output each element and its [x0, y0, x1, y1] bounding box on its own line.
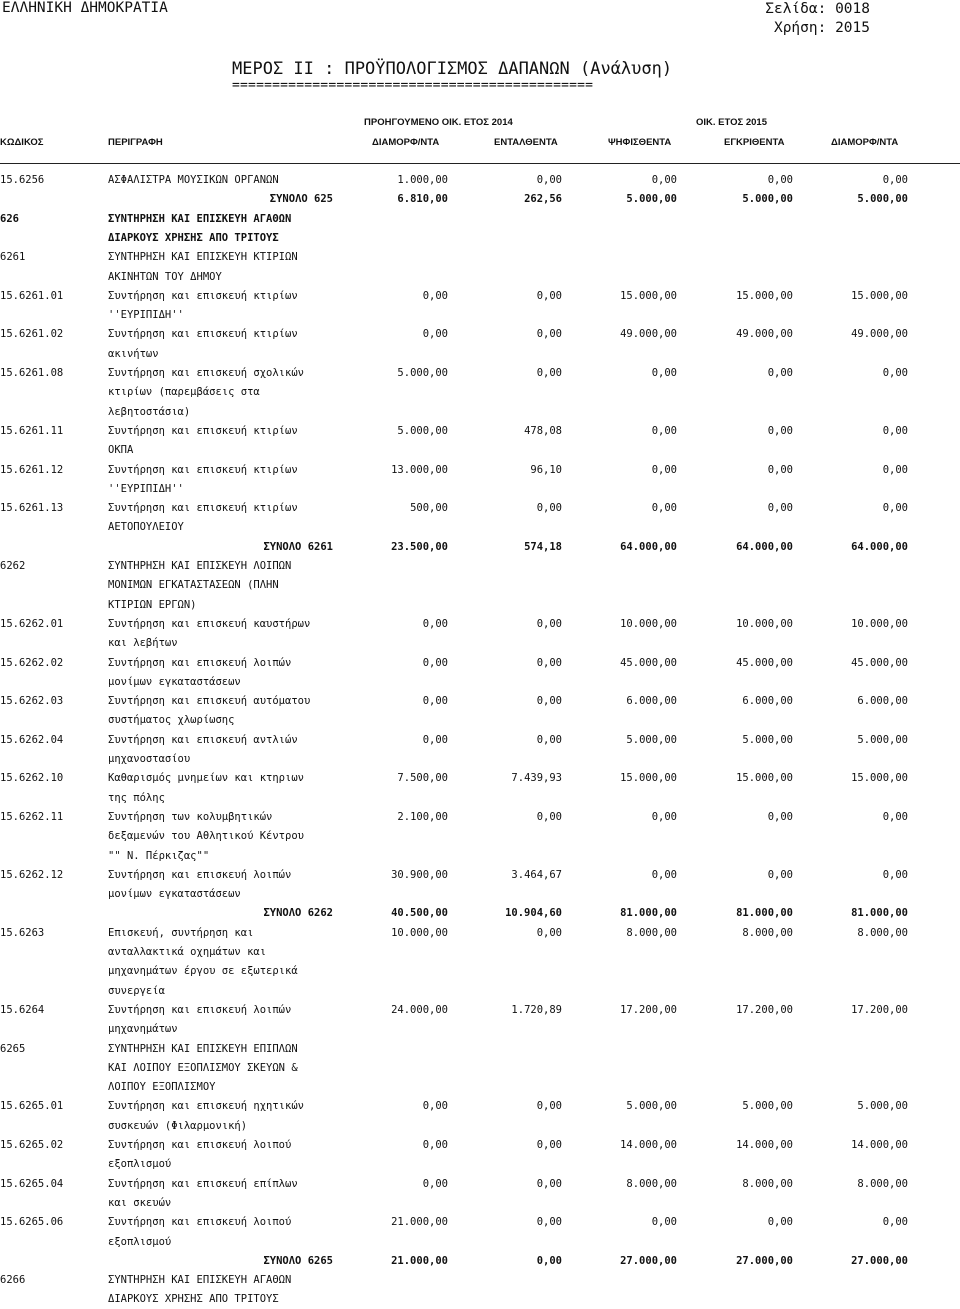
value-prev-ordered: 7.439,93 [511, 772, 562, 785]
value-curr-formed: 0,00 [882, 424, 908, 437]
description: ΣΥΝΤΗΡΗΣΗ ΚΑΙ ΕΠΙΣΚΕΥΗ ΕΠΙΠΛΩΝ [108, 1042, 298, 1055]
account-code: 15.6261.01 [0, 289, 64, 302]
account-code: 15.6262.12 [0, 868, 64, 881]
value-approved: 0,00 [767, 367, 793, 379]
value-prev-formed: 5.000,00 [397, 367, 448, 379]
description: Συντήρηση και επισκευή κτιρίων [108, 424, 298, 437]
value-voted: 0,00 [651, 463, 677, 476]
value-voted: 5.000,00 [626, 733, 677, 746]
table-row [0, 171, 960, 190]
description: Συντήρηση και επισκευή λοιπού [108, 1139, 292, 1151]
description: Συντήρηση και επισκευή λοιπών [108, 1003, 292, 1016]
description: εξοπλισμού [108, 1158, 172, 1171]
account-code: 6265 [0, 1042, 26, 1055]
table-row [0, 885, 960, 904]
table-row [0, 325, 960, 344]
value-approved: 0,00 [767, 424, 793, 437]
col-curr-formed: ΔΙΑΜΟΡΦ/ΝΤΑ [831, 137, 899, 148]
description: Συντήρηση και επισκευή καυστήρων [108, 617, 311, 630]
value-voted: 17.200,00 [620, 1003, 677, 1016]
table-row [0, 1097, 960, 1116]
description: και λεβήτων [108, 637, 178, 650]
table-row [0, 210, 960, 229]
value-prev-ordered: 0,00 [536, 1216, 562, 1229]
table-row [0, 383, 960, 402]
value-curr-formed: 0,00 [882, 502, 908, 515]
table-row [0, 711, 960, 730]
description: ΑΚΙΝΗΤΩΝ ΤΟΥ ΔΗΜΟΥ [108, 270, 222, 283]
value-approved: 64.000,00 [736, 540, 793, 553]
value-prev-formed: 0,00 [422, 289, 448, 302]
description: ΟΚΠΑ [108, 444, 134, 457]
description: της πόλης [108, 791, 165, 804]
table-row [0, 1117, 960, 1136]
table-row [0, 441, 960, 460]
table-row [0, 943, 960, 962]
value-voted: 0,00 [651, 868, 677, 881]
value-curr-formed: 0,00 [882, 463, 908, 476]
value-voted: 0,00 [651, 424, 677, 437]
description: ΑΣΦΑΛΙΣΤΡΑ ΜΟΥΣΙΚΩΝ ΟΡΓΑΝΩΝ [108, 174, 279, 186]
description: συσκευών (Φιλαρμονική) [108, 1119, 248, 1132]
table-row [0, 557, 960, 576]
description: Συντήρηση και επισκευή κτιρίων [108, 328, 298, 341]
value-voted: 0,00 [651, 502, 677, 515]
value-prev-formed: 5.000,00 [397, 424, 448, 437]
table-row [0, 576, 960, 595]
description: Συντήρηση και επισκευή κτιρίων [108, 463, 298, 476]
table-row [0, 1001, 960, 1020]
title-underline: ============================================= [232, 78, 594, 93]
total-row [0, 538, 960, 557]
value-approved: 45.000,00 [736, 656, 793, 669]
description: μηχανοστασίου [108, 753, 191, 765]
value-prev-formed: 0,00 [422, 656, 448, 669]
table-row [0, 789, 960, 808]
description: ΣΥΝΤΗΡΗΣΗ ΚΑΙ ΕΠΙΣΚΕΥΗ ΑΓΑΘΩΝ [108, 212, 292, 225]
value-approved: 14.000,00 [736, 1139, 793, 1151]
table-row [0, 268, 960, 287]
value-curr-formed: 0,00 [882, 174, 908, 186]
total-label: ΣΥΝΟΛΟ 625 [269, 193, 333, 206]
value-curr-formed: 5.000,00 [857, 193, 908, 206]
total-row [0, 904, 960, 923]
fiscal-year: Χρήση: 2015 [773, 20, 870, 36]
value-voted: 0,00 [651, 1216, 677, 1229]
account-code: 15.6256 [0, 174, 45, 186]
value-prev-formed: 7.500,00 [397, 772, 448, 785]
value-voted: 49.000,00 [620, 328, 677, 341]
account-code: 15.6261.02 [0, 328, 64, 341]
value-prev-ordered: 0,00 [536, 367, 562, 379]
value-prev-ordered: 0,00 [536, 1100, 562, 1113]
description: ΜΟΝΙΜΩΝ ΕΓΚΑΤΑΣΤΑΣΕΩΝ (ΠΛΗΝ [108, 579, 279, 592]
description: Συντήρηση και επισκευή λοιπών [108, 868, 292, 881]
value-prev-formed: 6.810,00 [397, 193, 448, 206]
header-rule [0, 163, 960, 164]
description: ΛΟΙΠΟΥ ΕΞΟΠΛΙΣΜΟΥ [108, 1081, 216, 1094]
table-row [0, 1059, 960, 1078]
table-row [0, 962, 960, 981]
table-row [0, 654, 960, 673]
table-row [0, 596, 960, 615]
table-row [0, 924, 960, 943]
description: ΚΤΙΡΙΩΝ ΕΡΓΩΝ) [108, 598, 197, 611]
description: ΣΥΝΤΗΡΗΣΗ ΚΑΙ ΕΠΙΣΚΕΥΗ ΚΤΙΡΙΩΝ [108, 251, 298, 264]
account-code: 15.6263 [0, 926, 45, 939]
value-prev-formed: 0,00 [422, 733, 448, 746]
value-prev-ordered: 0,00 [536, 502, 562, 515]
description: συνεργεία [108, 984, 165, 997]
col-description: ΠΕΡΙΓΡΑΦΗ [108, 137, 163, 148]
description: Συντήρηση και επισκευή κτιρίων [108, 502, 298, 515]
description: εξοπλισμού [108, 1235, 172, 1248]
value-prev-ordered: 0,00 [536, 810, 562, 823]
description: συστήματος χλωρίωσης [108, 714, 235, 727]
page-number: Σελίδα: 0018 [765, 1, 870, 17]
table-row [0, 634, 960, 653]
value-approved: 27.000,00 [736, 1254, 793, 1267]
value-prev-formed: 13.000,00 [391, 463, 448, 476]
account-code: 15.6262.10 [0, 772, 64, 785]
value-prev-ordered: 0,00 [536, 733, 562, 746]
description: μηχανημάτων [108, 1023, 178, 1036]
value-prev-ordered: 0,00 [536, 1177, 562, 1190]
table-row [0, 422, 960, 441]
value-prev-ordered: 0,00 [536, 617, 562, 630]
description: μονίμων εγκαταστάσεων [108, 888, 241, 901]
total-label: ΣΥΝΟΛΟ 6262 [263, 907, 333, 920]
value-curr-formed: 27.000,00 [851, 1254, 908, 1267]
description: ''ΕΥΡΙΠΙΔΗ'' [108, 309, 184, 322]
description: ΔΙΑΡΚΟΥΣ ΧΡΗΣΗΣ ΑΠΟ ΤΡΙΤΟΥΣ [108, 231, 279, 244]
value-approved: 17.200,00 [736, 1003, 793, 1016]
value-curr-formed: 15.000,00 [851, 772, 908, 785]
value-prev-formed: 0,00 [422, 617, 448, 630]
value-prev-ordered: 574,18 [524, 540, 562, 553]
description: Συντήρηση και επισκευή σχολικών [108, 367, 304, 379]
account-code: 15.6261.11 [0, 424, 64, 437]
value-curr-formed: 0,00 [882, 1216, 908, 1229]
value-approved: 0,00 [767, 1216, 793, 1229]
account-code: 15.6262.11 [0, 810, 64, 823]
value-prev-ordered: 0,00 [536, 1254, 562, 1267]
description: Συντήρηση και επισκευή αντλιών [108, 733, 298, 746]
value-curr-formed: 8.000,00 [857, 926, 908, 939]
table-row [0, 847, 960, 866]
value-voted: 8.000,00 [626, 1177, 677, 1190]
account-code: 6266 [0, 1274, 26, 1287]
table-row [0, 1040, 960, 1059]
table-row [0, 248, 960, 267]
account-code: 6261 [0, 251, 26, 264]
value-prev-formed: 0,00 [422, 1139, 448, 1151]
value-prev-ordered: 96,10 [530, 463, 562, 476]
description: κτιρίων (παρεμβάσεις στα [108, 386, 260, 399]
value-prev-ordered: 10.904,60 [505, 907, 562, 920]
table-row [0, 1194, 960, 1213]
value-curr-formed: 6.000,00 [857, 695, 908, 708]
description: ΣΥΝΤΗΡΗΣΗ ΚΑΙ ΕΠΙΣΚΕΥΗ ΑΓΑΘΩΝ [108, 1274, 292, 1287]
value-prev-formed: 0,00 [422, 1100, 448, 1113]
value-voted: 15.000,00 [620, 289, 677, 302]
description: ''ΕΥΡΙΠΙΔΗ'' [108, 482, 184, 495]
total-row [0, 1252, 960, 1271]
value-voted: 10.000,00 [620, 617, 677, 630]
description: ανταλλακτικά οχημάτων και [108, 946, 267, 958]
col-prev-formed: ΔΙΑΜΟΡΦ/ΝΤΑ [372, 137, 440, 148]
description: Συντήρηση και επισκευή αυτόματου [108, 695, 311, 708]
value-voted: 5.000,00 [626, 1100, 677, 1113]
account-code: 15.6264 [0, 1003, 45, 1016]
value-prev-ordered: 0,00 [536, 174, 562, 186]
description: μηχανημάτων έργου σε εξωτερικά [108, 965, 298, 978]
value-curr-formed: 81.000,00 [851, 907, 908, 920]
value-voted: 64.000,00 [620, 540, 677, 553]
account-code: 15.6262.01 [0, 617, 64, 630]
table-row [0, 345, 960, 364]
table-row [0, 808, 960, 827]
org-name: ΕΛΛΗΝΙΚΗ ΔΗΜΟΚΡΑΤΙΑ [2, 0, 168, 16]
col-voted: ΨΗΦΙΣΘΕΝΤΑ [608, 137, 672, 148]
total-label: ΣΥΝΟΛΟ 6265 [263, 1254, 333, 1267]
value-prev-ordered: 0,00 [536, 289, 562, 302]
value-approved: 5.000,00 [742, 1100, 793, 1113]
table-row [0, 692, 960, 711]
description: μονίμων εγκαταστάσεων [108, 675, 241, 688]
table-row [0, 1233, 960, 1252]
value-prev-ordered: 0,00 [536, 328, 562, 341]
value-prev-ordered: 1.720,89 [511, 1003, 562, 1016]
value-voted: 15.000,00 [620, 772, 677, 785]
table-row [0, 480, 960, 499]
table-row [0, 827, 960, 846]
value-approved: 15.000,00 [736, 289, 793, 302]
description: Συντήρηση των κολυμβητικών [108, 810, 273, 823]
description: Συντήρηση και επισκευή κτιρίων [108, 289, 298, 302]
value-voted: 0,00 [651, 174, 677, 186]
description: και σκευών [108, 1196, 172, 1209]
account-code: 15.6265.04 [0, 1177, 64, 1190]
table-row [0, 306, 960, 325]
description: ΔΙΑΡΚΟΥΣ ΧΡΗΣΗΣ ΑΠΟ ΤΡΙΤΟΥΣ [108, 1293, 279, 1306]
table-row [0, 673, 960, 692]
value-approved: 81.000,00 [736, 907, 793, 920]
value-approved: 10.000,00 [736, 617, 793, 630]
table-row [0, 866, 960, 885]
value-prev-formed: 500,00 [410, 502, 448, 515]
table-row [0, 1175, 960, 1194]
col-prev-ordered: ΕΝΤΑΛΘΕΝΤΑ [494, 137, 558, 148]
value-approved: 0,00 [767, 463, 793, 476]
table-row [0, 1271, 960, 1290]
value-curr-formed: 14.000,00 [851, 1139, 908, 1151]
value-prev-ordered: 0,00 [536, 656, 562, 669]
value-curr-formed: 0,00 [882, 868, 908, 881]
table-row [0, 1213, 960, 1232]
account-code: 6262 [0, 560, 26, 572]
value-approved: 0,00 [767, 174, 793, 186]
value-prev-ordered: 478,08 [524, 424, 562, 437]
table-row [0, 229, 960, 248]
description: ακινήτων [108, 347, 159, 360]
account-code: 15.6261.08 [0, 367, 64, 379]
table-row [0, 1290, 960, 1309]
table-row [0, 518, 960, 537]
description: Καθαρισμός μνημείων και κτηριων [108, 772, 304, 785]
table-row [0, 1078, 960, 1097]
value-prev-ordered: 0,00 [536, 695, 562, 708]
value-prev-formed: 40.500,00 [391, 907, 448, 920]
value-curr-formed: 15.000,00 [851, 289, 908, 302]
value-voted: 5.000,00 [626, 193, 677, 206]
account-code: 15.6261.12 [0, 463, 64, 476]
value-approved: 49.000,00 [736, 328, 793, 341]
value-prev-formed: 0,00 [422, 328, 448, 341]
table-row [0, 1020, 960, 1039]
value-curr-formed: 17.200,00 [851, 1003, 908, 1016]
description: ΚΑΙ ΛΟΙΠΟΥ ΕΞΟΠΛΙΣΜΟΥ ΣΚΕΥΩΝ & [108, 1061, 298, 1074]
value-curr-formed: 49.000,00 [851, 328, 908, 341]
value-approved: 6.000,00 [742, 695, 793, 708]
table-row [0, 499, 960, 518]
value-approved: 15.000,00 [736, 772, 793, 785]
table-row [0, 769, 960, 788]
value-voted: 0,00 [651, 367, 677, 379]
description: ΑΕΤΟΠΟΥΛΕΙΟΥ [108, 521, 184, 534]
value-prev-ordered: 3.464,67 [511, 868, 562, 881]
value-approved: 5.000,00 [742, 733, 793, 746]
value-prev-formed: 30.900,00 [391, 868, 448, 881]
table-row [0, 461, 960, 480]
value-approved: 0,00 [767, 868, 793, 881]
table-row [0, 731, 960, 750]
value-prev-formed: 10.000,00 [391, 926, 448, 939]
description: ΣΥΝΤΗΡΗΣΗ ΚΑΙ ΕΠΙΣΚΕΥΗ ΛΟΙΠΩΝ [108, 560, 292, 572]
value-approved: 0,00 [767, 810, 793, 823]
account-code: 15.6261.13 [0, 502, 64, 515]
value-voted: 14.000,00 [620, 1139, 677, 1151]
value-prev-formed: 21.000,00 [391, 1254, 448, 1267]
value-curr-formed: 5.000,00 [857, 1100, 908, 1113]
page-info [765, 0, 870, 38]
value-prev-formed: 24.000,00 [391, 1003, 448, 1016]
value-voted: 8.000,00 [626, 926, 677, 939]
value-prev-formed: 2.100,00 [397, 810, 448, 823]
total-row [0, 190, 960, 209]
value-approved: 8.000,00 [742, 926, 793, 939]
description: "" Ν. Πέρκιζας"" [108, 849, 210, 862]
table-row [0, 287, 960, 306]
value-voted: 27.000,00 [620, 1254, 677, 1267]
value-voted: 0,00 [651, 810, 677, 823]
description: Συντήρηση και επισκευή λοιπών [108, 656, 292, 669]
value-prev-formed: 0,00 [422, 1177, 448, 1190]
account-code: 15.6262.04 [0, 733, 64, 746]
description: Συντήρηση και επισκευή επίπλων [108, 1177, 298, 1190]
description: λεβητοστάσια) [108, 405, 191, 418]
total-label: ΣΥΝΟΛΟ 6261 [263, 540, 333, 553]
group-current-year: ΟΙΚ. ΕΤΟΣ 2015 [696, 117, 767, 128]
col-code: ΚΩΔΙΚΟΣ [0, 137, 44, 148]
description: Επισκευή, συντήρηση και [108, 926, 254, 939]
table-row [0, 403, 960, 422]
group-prev-year: ΠΡΟΗΓΟΥΜΕΝΟ ΟΙΚ. ΕΤΟΣ 2014 [364, 117, 513, 128]
col-approved: ΕΓΚΡΙΘΕΝΤΑ [724, 137, 785, 148]
value-voted: 81.000,00 [620, 907, 677, 920]
value-voted: 45.000,00 [620, 656, 677, 669]
account-code: 15.6262.02 [0, 656, 64, 669]
value-prev-formed: 23.500,00 [391, 540, 448, 553]
table-row [0, 750, 960, 769]
account-code: 15.6265.02 [0, 1139, 64, 1151]
table-row [0, 1136, 960, 1155]
table-row [0, 364, 960, 383]
value-approved: 5.000,00 [742, 193, 793, 206]
value-curr-formed: 0,00 [882, 367, 908, 379]
description: Συντήρηση και επισκευή ηχητικών [108, 1100, 304, 1113]
value-prev-ordered: 0,00 [536, 1139, 562, 1151]
value-approved: 0,00 [767, 502, 793, 515]
value-voted: 6.000,00 [626, 695, 677, 708]
table-row [0, 615, 960, 634]
value-curr-formed: 10.000,00 [851, 617, 908, 630]
value-prev-formed: 1.000,00 [397, 174, 448, 186]
description: Συντήρηση και επισκευή λοιπού [108, 1216, 292, 1229]
value-curr-formed: 45.000,00 [851, 656, 908, 669]
value-prev-formed: 21.000,00 [391, 1216, 448, 1229]
value-curr-formed: 8.000,00 [857, 1177, 908, 1190]
account-code: 626 [0, 212, 19, 225]
account-code: 15.6262.03 [0, 695, 64, 708]
account-code: 15.6265.06 [0, 1216, 64, 1229]
description: δεξαμενών του Αθλητικού Κέντρου [108, 830, 304, 843]
table-row [0, 982, 960, 1001]
value-curr-formed: 64.000,00 [851, 540, 908, 553]
table-row [0, 1155, 960, 1174]
page-title: ΜΕΡΟΣ ΙΙ : ΠΡΟΫΠΟΛΟΓΙΣΜΟΣ ΔΑΠΑΝΩΝ (Ανάλυση) [232, 59, 673, 79]
account-code: 15.6265.01 [0, 1100, 64, 1113]
value-prev-ordered: 262,56 [524, 193, 562, 206]
value-prev-ordered: 0,00 [536, 926, 562, 939]
value-curr-formed: 5.000,00 [857, 733, 908, 746]
value-curr-formed: 0,00 [882, 810, 908, 823]
value-approved: 8.000,00 [742, 1177, 793, 1190]
value-prev-formed: 0,00 [422, 695, 448, 708]
